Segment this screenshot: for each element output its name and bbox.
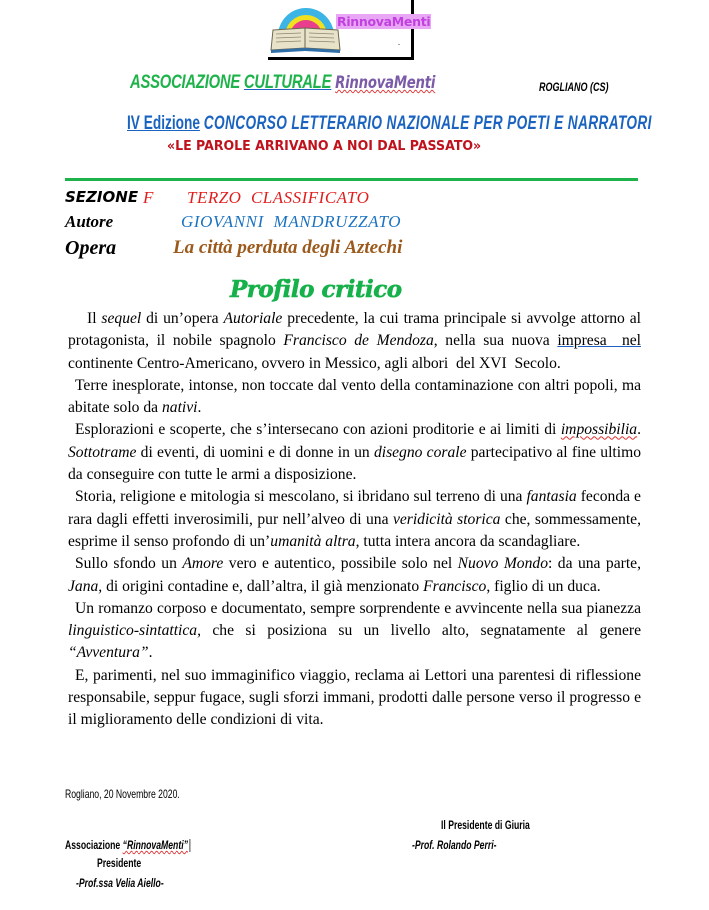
- work-label: Opera: [65, 237, 117, 259]
- association-signature: [65, 838, 190, 852]
- logo-dot: .: [398, 38, 400, 47]
- author-value: GIOVANNI MANDRUZZATO: [181, 212, 402, 231]
- paragraph-6: Un romanzo corposo e documentato, sempre sorprendente e avvincente nella sua pianezza linguistico-sintattica, che si posiziona su un livello alto, segnatamente al genere “Avventura”.: [68, 599, 641, 662]
- paragraph-1: Il sequel di un’opera Autoriale precedente, la cui trama principale si avvolge attorno al protagonista, il nobile spagnolo Francisco de Mendoza, nella sua nuova impresa nel continente Centro-Americano, ovvero in Messico, agli albori del XVI Secolo.: [68, 310, 645, 372]
- text-cursor: [189, 839, 190, 852]
- contest-name: CONCORSO LETTERARIO NAZIONALE PER POETI E NARRATORI: [203, 113, 652, 134]
- section-value: F: [143, 188, 154, 207]
- document-date: Rogliano, 20 Novembre 2020.: [65, 787, 180, 801]
- divider-line: [65, 178, 638, 181]
- paragraph-2: Terre inesplorate, intonse, non toccate dal vento della contaminazione con altri popoli, ma abitate solo da nativi.: [68, 376, 641, 417]
- edition-label: IV Edizione: [127, 113, 200, 134]
- logo: [268, 0, 431, 60]
- president-title: Presidente: [97, 856, 142, 870]
- association-culturale: CULTURALE: [243, 72, 332, 93]
- association-sign-name: “RinnovaMenti”: [122, 838, 188, 852]
- work-value: La città perduta degli Aztechi: [173, 237, 403, 258]
- city-label: ROGLIANO (CS): [539, 80, 609, 94]
- jury-president-name: -Prof. Rolando Perri-: [412, 838, 497, 852]
- jury-president-title: Il Presidente di Giuria: [441, 818, 530, 832]
- association-name: RinnovaMenti: [335, 73, 436, 93]
- contest-motto: «LE PAROLE ARRIVANO A NOI DAL PASSATO»: [167, 138, 482, 154]
- president-name: -Prof.ssa Velia Aiello-: [76, 876, 164, 890]
- section-label: SEZIONE: [65, 188, 139, 206]
- association-title: [130, 72, 435, 94]
- paragraph-7: E, parimenti, nel suo immaginifico viaggio, reclama ai Lettori una parentesi di riflessione responsabile, seppur fugace, sugli sforzi immani, prodotti dalle persone verso il progresso e il miglioramento delle condizioni di vita.: [68, 666, 641, 729]
- author-label: Autore: [65, 212, 114, 231]
- association-label: Associazione: [65, 838, 121, 852]
- placement-value: TERZO CLASSIFICATO: [187, 188, 370, 207]
- paragraph-3: Esplorazioni e scoperte, che s’intersecano con azioni proditorie e ai limiti di impossibilia. Sottotrame di eventi, di uomini e di donne in un disegno corale partecipativo al fine ultimo da conseguire con tutte le armi a disposizione.: [68, 421, 641, 484]
- paragraph-5: Sullo sfondo un Amore vero e autentico, possibile solo nel Nuovo Mondo: da una parte, Jana, di origini contadine e, dall’altra, il già menzionato Francisco, figlio di un duca.: [68, 555, 641, 595]
- logo-text: RinnovaMenti: [337, 14, 431, 29]
- profile-title: Profilo critico: [230, 276, 402, 303]
- profile-body: [68, 308, 645, 732]
- association-prefix: ASSOCIAZIONE: [130, 72, 241, 93]
- contest-title: [127, 113, 652, 135]
- paragraph-4: Storia, religione e mitologia si mescolano, si ibridano sul terreno di una fantasia feconda e rara dagli effetti inverosimili, pur nell’alveo di una veridicità storica che, sommessamente, esprime il senso profondo di un’umanità altra, tutta intera ancora da scandagliare.: [68, 488, 641, 550]
